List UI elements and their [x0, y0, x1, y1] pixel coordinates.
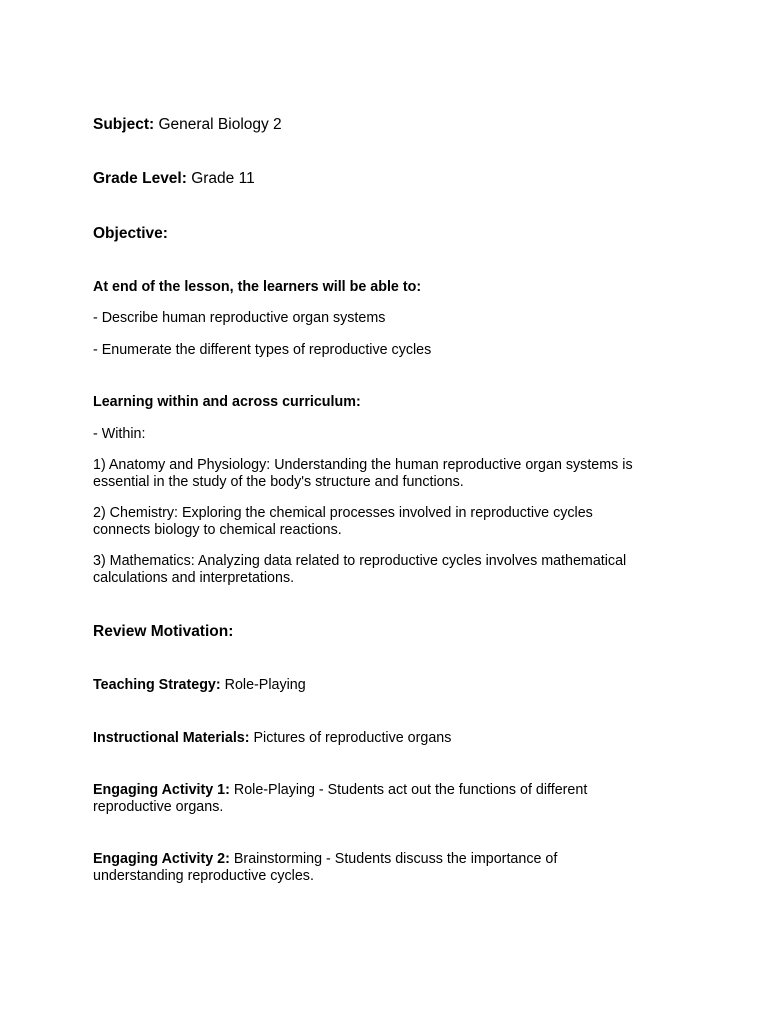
grade-level-line: [93, 170, 693, 188]
curriculum-heading-text: Learning within and across curriculum:: [93, 394, 361, 410]
engaging-activity-2-value: Brainstorming - Students discuss the importance of understanding reproductive cycles.: [93, 851, 558, 884]
curriculum-item: 3) Mathematics: Analyzing data related to reproductive cycles involves mathematical calculations and interpretations.: [93, 553, 627, 586]
instructional-materials-label: Instructional Materials:: [93, 730, 250, 746]
engaging-activity-1-label: Engaging Activity 1:: [93, 782, 230, 798]
objective-item: - Enumerate the different types of reproductive cycles: [93, 342, 432, 358]
curriculum-within: - Within:: [93, 426, 146, 442]
engaging-activity-2-label: Engaging Activity 2:: [93, 851, 230, 867]
engaging-activity-1-value: Role-Playing - Students act out the functions of different reproductive organs.: [93, 782, 588, 815]
curriculum-item: 2) Chemistry: Exploring the chemical processes involved in reproductive cycles connects biology to chemical reactions.: [93, 505, 593, 538]
curriculum-heading: [93, 394, 693, 411]
subject-label: Subject:: [93, 116, 155, 133]
objective-heading: [93, 225, 693, 243]
teaching-strategy-line: [93, 677, 693, 694]
objective-item: - Describe human reproductive organ systems: [93, 310, 386, 326]
grade-level-value: Grade 11: [191, 170, 255, 187]
instructional-materials-value: Pictures of reproductive organs: [253, 730, 452, 746]
objectives-intro-text: At end of the lesson, the learners will be able to:: [93, 279, 422, 295]
subject-value: General Biology 2: [158, 116, 282, 133]
review-heading-text: Review Motivation:: [93, 623, 234, 640]
objective-label: Objective:: [93, 225, 168, 242]
curriculum-item: 1) Anatomy and Physiology: Understanding the human reproductive organ systems is essential in the study of the body's structure and functions.: [93, 457, 633, 490]
review-heading: [93, 623, 693, 641]
engaging-activity-1-line: [93, 782, 653, 816]
instructional-materials-line: [93, 730, 693, 747]
engaging-activity-2-line: [93, 851, 623, 885]
teaching-strategy-label: Teaching Strategy:: [93, 677, 221, 693]
subject-line: [93, 116, 693, 134]
grade-level-label: Grade Level:: [93, 170, 187, 187]
teaching-strategy-value: Role-Playing: [224, 677, 306, 693]
objectives-intro: [93, 279, 693, 296]
